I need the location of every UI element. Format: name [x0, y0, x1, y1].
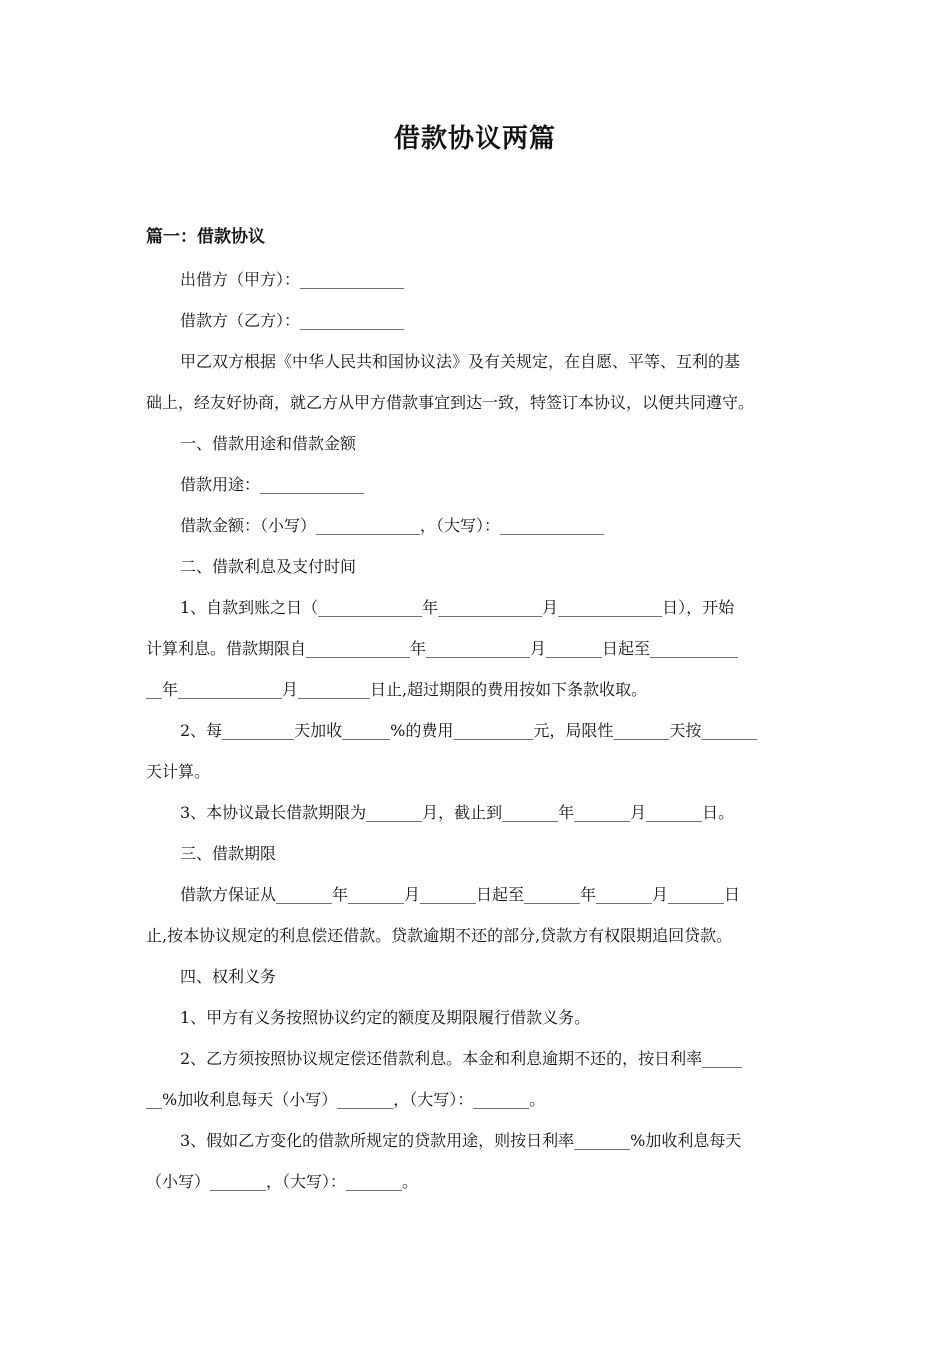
borrower-line: 借款方（乙方）：_____________	[180, 311, 405, 330]
obligation-line-2: 2、乙方须按照协议规定偿还借款利息。本金和利息逾期不还的，按日利率_____	[180, 1049, 743, 1068]
obligation-line-1: 1、甲方有义务按照协议约定的额度及期限履行借款义务。	[180, 1008, 591, 1027]
document-title: 借款协议两篇	[393, 124, 556, 154]
obligation-line-4: 3、假如乙方变化的借款所规定的贷款用途，则按日利率_______%加收利息每天	[180, 1131, 742, 1150]
intro-line-2: 础上，经友好协商，就乙方从甲方借款事宜到达一致，特签订本协议，以便共同遵守。	[146, 393, 755, 412]
obligation-line-3: __%加收利息每天（小写）_______，（大写）：_______。	[146, 1090, 546, 1109]
interest-line-3: __年_____________月_________日止,超过期限的费用按如下条款收取。	[146, 680, 648, 699]
clause-heading-4: 四、权利义务	[180, 967, 277, 986]
section-heading: 篇一：借款协议	[146, 227, 265, 247]
term-line-1: 借款方保证从_______年_______月_______日起至_______年_______月_______日	[180, 885, 741, 904]
clause-heading-3: 三、借款期限	[180, 844, 277, 863]
clause-heading-2: 二、借款利息及支付时间	[180, 557, 357, 576]
clause-heading-1: 一、借款用途和借款金额	[180, 434, 357, 453]
fee-line-1: 2、每_________天加收______%的费用__________元，局限性_______天按_______	[180, 721, 758, 740]
fee-line-2: 天计算。	[146, 762, 211, 781]
interest-line-1: 1、自款到账之日（_____________年_____________月_____________日），开始	[180, 598, 735, 617]
term-line-2: 止,按本协议规定的利息偿还借款。贷款逾期不还的部分,贷款方有权限期追回贷款。	[146, 926, 733, 945]
loan-purpose-line: 借款用途：_____________	[180, 475, 365, 494]
lender-line: 出借方（甲方）：_____________	[180, 270, 405, 289]
obligation-line-5: （小写）_______，（大写）：_______。	[146, 1172, 419, 1191]
term-limit-line: 3、本协议最长借款期限为_______月，截止到_______年_______月_______日。	[180, 803, 735, 822]
intro-line-1: 甲乙双方根据《中华人民共和国协议法》及有关规定，在自愿、平等、互利的基	[180, 352, 741, 371]
interest-line-2: 计算利息。借款期限自_____________年_____________月_______日起至___________	[146, 639, 739, 658]
loan-amount-line: 借款金额：（小写）_____________，（大写）：_____________	[180, 516, 605, 535]
